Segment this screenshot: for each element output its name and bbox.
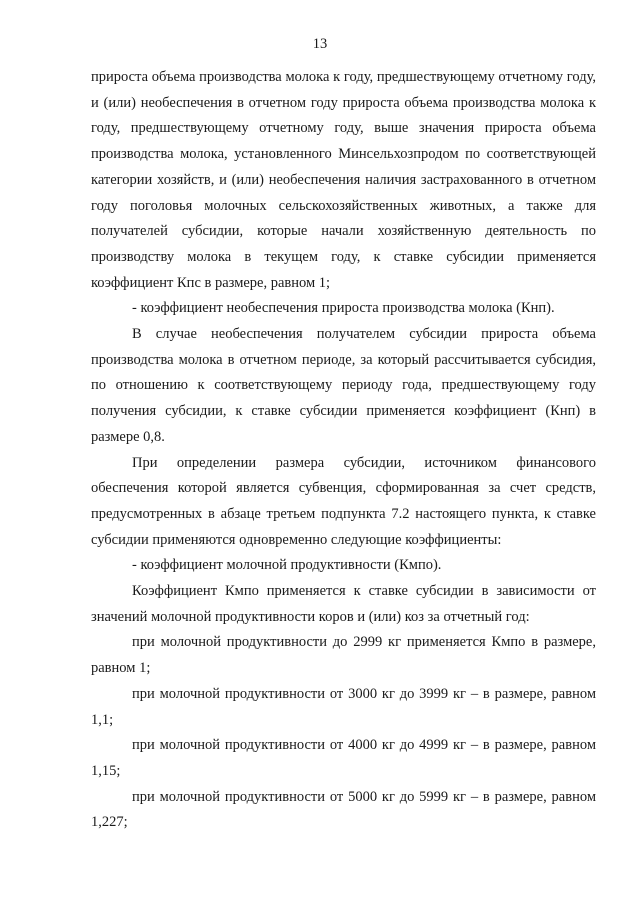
paragraph-continuation: прироста объема производства молока к году, предшествующему отчетному году, и (или) необеспечения в отчетном году прироста объема производства молока к году, предшествующему отчетному году, выше значения прироста объема производства молока, установленного Минсельхозпродом по соответствующей категории хозяйств, и (или) необеспечения наличия застрахованного в отчетном году поголовья молочных сельскохозяйственных животных, а также для получателей субсидии, которые начали хозяйственную деятельность по производству молока в текущем году, к ставке субсидии применяется коэффициент Кпс в размере, равном 1; xyxy=(91,69,596,291)
paragraph-kmpo-range-4: при молочной продуктивности от 5000 кг до 5999 кг – в размере, равном 1,227; xyxy=(91,788,596,831)
document-body xyxy=(91,65,596,836)
page-number: 13 xyxy=(312,36,328,52)
paragraph-kpp-coefficient: - коэффициент необеспечения прироста производства молока (Кнп). xyxy=(132,300,555,317)
paragraph-kmpo-range-3: при молочной продуктивности от 4000 кг до 4999 кг – в размере, равном 1,15; xyxy=(91,737,596,779)
paragraph-kpp-rule: В случае необеспечения получателем субсидии прироста объема производства молока в отчетном периоде, за который рассчитывается субсидия, по отношению к соответствующему периоду года, предшествующему году получения субсидии, к ставке субсидии применяется коэффициент (Кнп) в размере 0,8. xyxy=(91,326,596,445)
paragraph-kmpo-rule: Коэффициент Кмпо применяется к ставке субсидии в зависимости от значений молочной продуктивности коров и (или) коз за отчетный год: xyxy=(91,583,596,625)
paragraph-kmpo-coefficient: - коэффициент молочной продуктивности (Кмпо). xyxy=(132,557,442,574)
paragraph-kmpo-range-2: при молочной продуктивности от 3000 кг до 3999 кг – в размере, равном 1,1; xyxy=(91,685,596,728)
paragraph-subvention-rule: При определении размера субсидии, источником финансового обеспечения которой является субвенция, сформированная за счет средств, предусмотренных в абзаце третьем подпункта 7.2 настоящего пункта, к ставке субсидии применяются одновременно следующие коэффициенты: xyxy=(91,454,596,548)
paragraph-kmpo-range-1: при молочной продуктивности до 2999 кг применяется Кмпо в размере, равном 1; xyxy=(91,634,596,677)
